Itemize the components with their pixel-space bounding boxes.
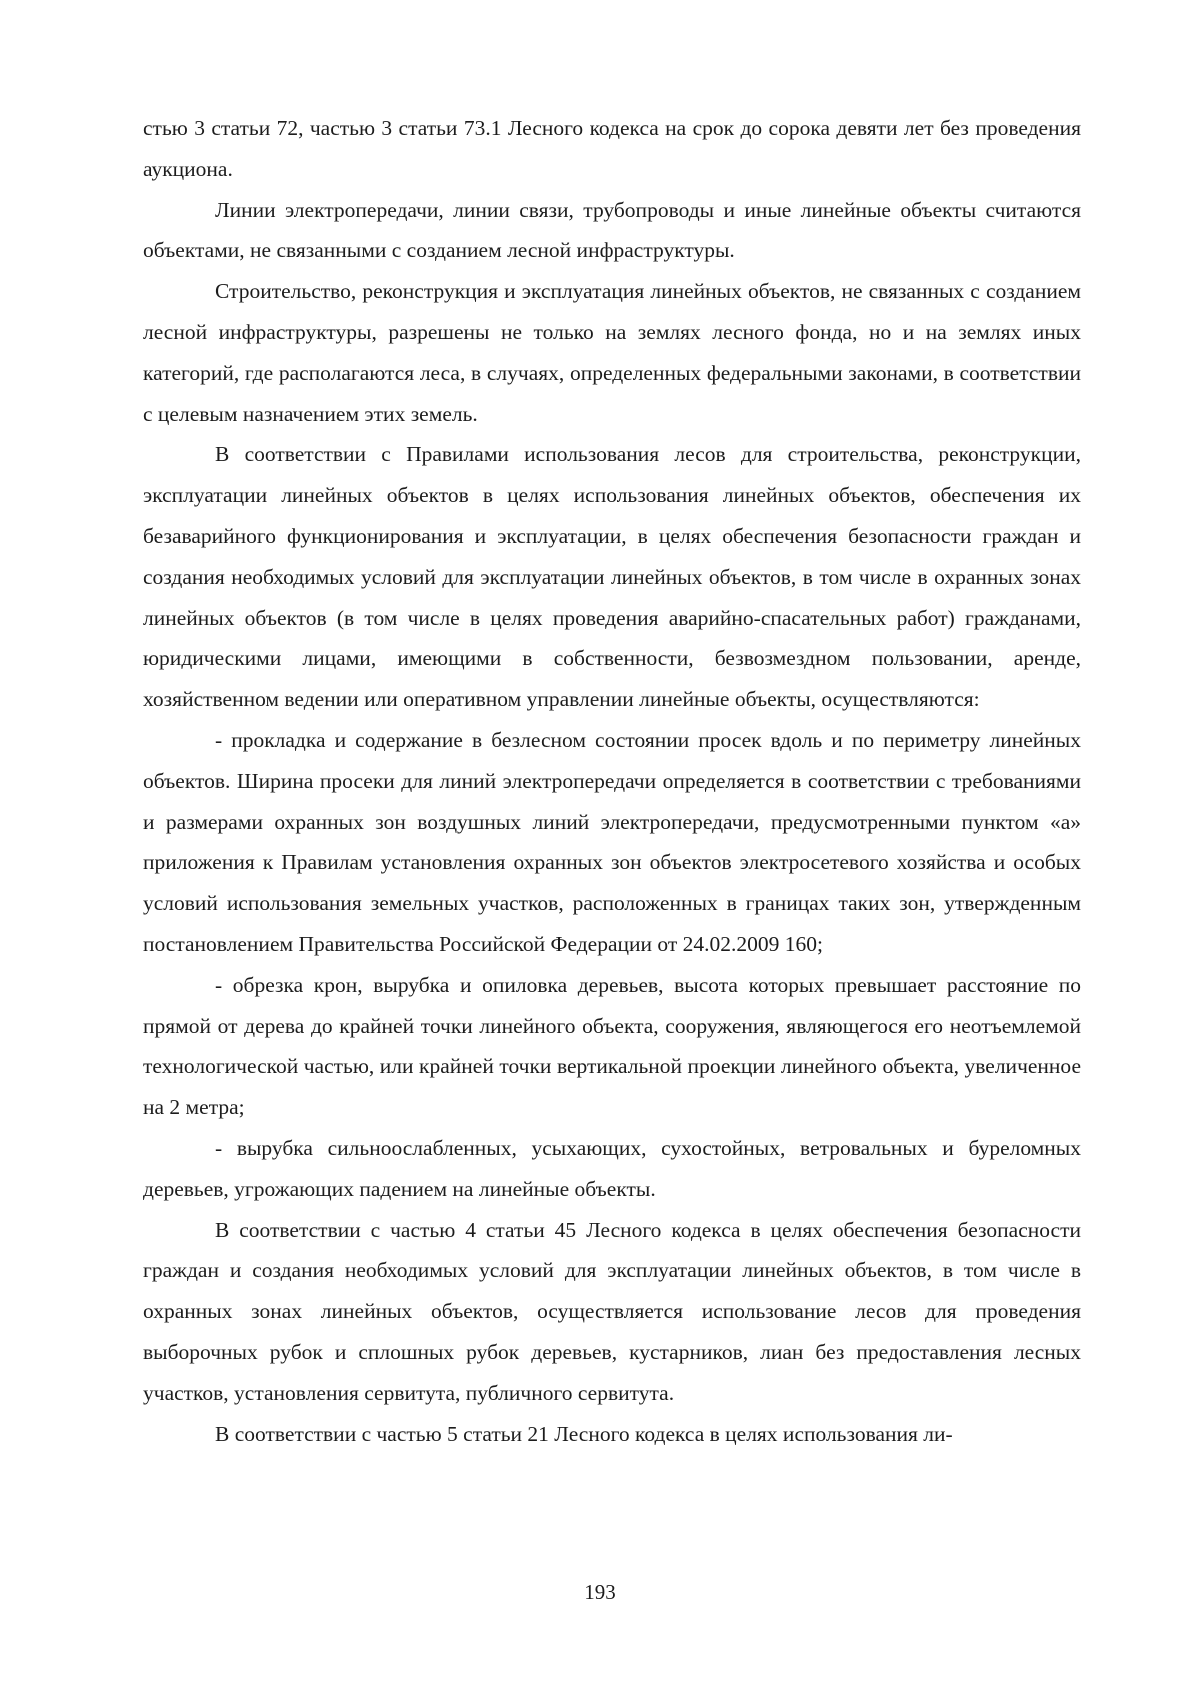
list-item-clearing: - прокладка и содержание в безлесном состоянии просек вдоль и по периметру линейных объектов. Ширина просеки для линий электропередачи определяется в соответствии с требованиями и размерами охранных зон воздушных линий электропередачи, предусмотренными пунктом «а» приложения к Правилам установления охранных зон объектов электросетевого хозяйства и особых условий использования земельных участков, расположенных в границах таких зон, утвержденным постановлением Правительства Российской Федерации от 24.02.2009 160; xyxy=(143,727,1081,956)
paragraph-article-21: В соответствии с частью 5 статьи 21 Лесного кодекса в целях использования ли- xyxy=(215,1421,953,1446)
paragraph-linear-objects: Линии электропередачи, линии связи, трубопроводы и иные линейные объекты считаются объектами, не связанными с созданием лесной инфраструктуры. xyxy=(143,197,1081,263)
page-number: 193 xyxy=(584,1580,616,1604)
paragraph-article-45: В соответствии с частью 4 статьи 45 Лесного кодекса в целях обеспечения безопасности граждан и создания необходимых условий для эксплуатации линейных объектов, в том числе в охранных зонах линейных объектов, осуществляется использование лесов для проведения выборочных рубок и сплошных рубок деревьев, кустарников, лиан без предоставления лесных участков, установления сервитута, публичного сервитута. xyxy=(143,1217,1081,1405)
paragraph-rules: В соответствии с Правилами использования лесов для строительства, реконструкции, эксплуатации линейных объектов в целях использования линейных объектов, обеспечения их безаварийного функционирования и эксплуатации, в целях обеспечения безопасности граждан и создания необходимых условий для эксплуатации линейных объектов, в том числе в охранных зонах линейных объектов (в том числе в целях проведения аварийно-спасательных работ) гражданами, юридическими лицами, имеющими в собственности, безвозмездном пользовании, аренде, хозяйственном ведении или оперативном управлении линейные объекты, осуществляются: xyxy=(143,442,1081,712)
list-item-pruning: - обрезка крон, вырубка и опиловка деревьев, высота которых превышает расстояние по прямой от дерева до крайней точки линейного объекта, сооружения, являющегося его неотъемлемой технологической частью, или крайней точки вертикальной проекции линейного объекта, увеличенное на 2 метра; xyxy=(143,972,1081,1120)
list-item-felling: - вырубка сильноослабленных, усыхающих, сухостойных, ветровальных и буреломных деревьев, угрожающих падением на линейные объекты. xyxy=(143,1135,1081,1201)
document-page xyxy=(143,108,1081,1454)
paragraph-construction: Строительство, реконструкция и эксплуатация линейных объектов, не связанных с созданием лесной инфраструктуры, разрешены не только на землях лесного фонда, но и на землях иных категорий, где располагаются леса, в случаях, определенных федеральными законами, в соответствии с целевым назначением этих земель. xyxy=(143,279,1081,426)
paragraph-continuation: стью 3 статьи 72, частью 3 статьи 73.1 Лесного кодекса на срок до сорока девяти лет без проведения аукциона. xyxy=(143,116,1081,181)
